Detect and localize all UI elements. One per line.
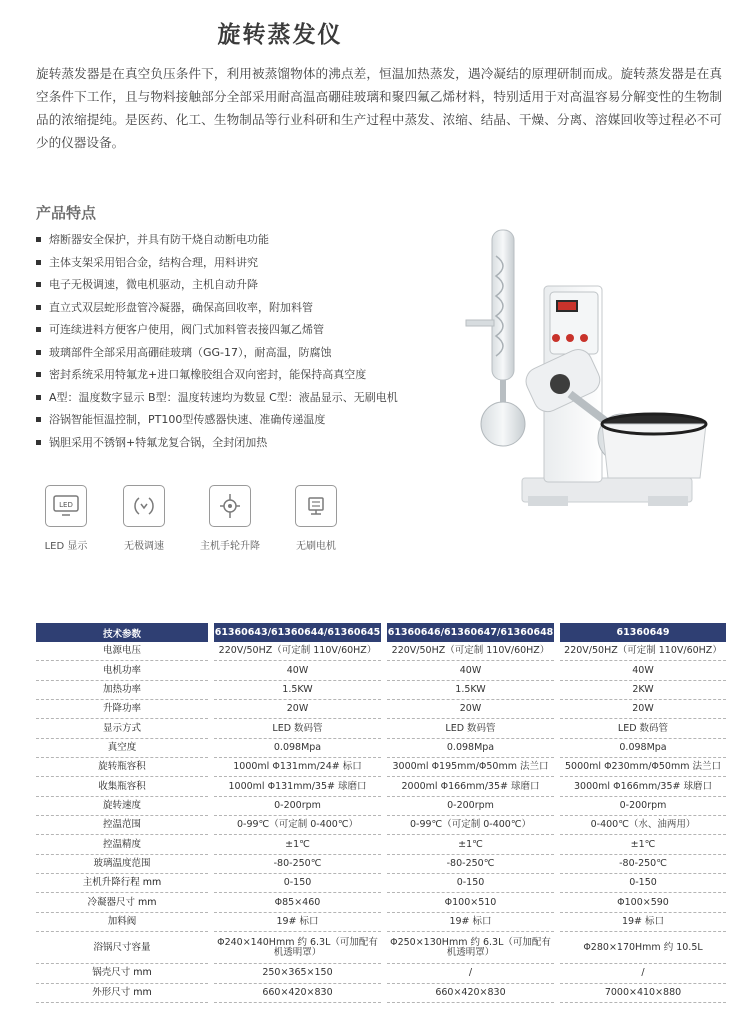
spec-label-cell: 玻璃温度范围 — [36, 855, 208, 874]
spec-value-cell: Φ240×140Hmm 约 6.3L（可加配有机透明罩） — [214, 932, 381, 964]
spec-label-cell: 主机升降行程 mm — [36, 874, 208, 893]
feature-item: 电子无极调速，微电机驱动，主机自动升降 — [36, 274, 446, 297]
feature-item: 锅胆采用不锈钢+特氟龙复合锅，全封闭加热 — [36, 432, 446, 455]
spec-value-cell: 19# 标口 — [560, 913, 726, 932]
spec-value-cell: 1.5KW — [214, 681, 381, 700]
table-row — [36, 835, 726, 854]
spec-value-cell: 0-200rpm — [387, 797, 554, 816]
bullet-icon — [36, 260, 41, 265]
spec-value-cell: 2000ml Φ166mm/35# 球磨口 — [387, 777, 554, 796]
stepless-speed-icon — [123, 485, 165, 527]
table-row — [36, 681, 726, 700]
features-list — [36, 229, 446, 454]
spec-value-cell: 7000×410×880 — [560, 984, 726, 1003]
icon-label-handwheel: 主机手轮升降 — [200, 541, 260, 552]
spec-value-cell: -80-250℃ — [214, 855, 381, 874]
spec-label-cell: 锅壳尺寸 mm — [36, 964, 208, 983]
spec-value-cell: 0-150 — [387, 874, 554, 893]
spec-label-cell: 控温范围 — [36, 816, 208, 835]
spec-label-cell: 旋转瓶容积 — [36, 758, 208, 777]
spec-value-cell: 19# 标口 — [214, 913, 381, 932]
spec-value-cell: / — [560, 964, 726, 983]
spec-value-cell: 0.098Mpa — [387, 739, 554, 758]
feature-icons — [36, 485, 346, 552]
bullet-icon — [36, 305, 41, 310]
spec-value-cell: Φ280×170Hmm 约 10.5L — [560, 932, 726, 964]
spec-label-cell: 收集瓶容积 — [36, 777, 208, 796]
spec-label-cell: 加料阀 — [36, 913, 208, 932]
spec-value-cell: 220V/50HZ（可定制 110V/60HZ） — [387, 642, 554, 661]
spec-value-cell: 0.098Mpa — [560, 739, 726, 758]
table-row — [36, 984, 726, 1003]
spec-label-cell: 电源电压 — [36, 642, 208, 661]
spec-label-cell: 升降功率 — [36, 700, 208, 719]
table-row — [36, 700, 726, 719]
table-row — [36, 758, 726, 777]
icon-item-speed — [114, 485, 174, 552]
spec-header: 61360643/61360644/61360645 — [214, 623, 381, 642]
spec-header: 61360649 — [560, 623, 726, 642]
table-row — [36, 893, 726, 912]
feature-item: 密封系统采用特氟龙+进口氟橡胶组合双向密封，能保持高真空度 — [36, 364, 446, 387]
bullet-icon — [36, 417, 41, 422]
spec-label-cell: 浴锅尺寸容量 — [36, 932, 208, 964]
spec-label-cell: 控温精度 — [36, 835, 208, 854]
spec-value-cell: ±1℃ — [560, 835, 726, 854]
table-row — [36, 816, 726, 835]
hand-wheel-lift-icon — [209, 485, 251, 527]
spec-value-cell: 20W — [387, 700, 554, 719]
rotary-evaporator-image — [462, 216, 722, 516]
table-row — [36, 964, 726, 983]
spec-label-cell: 显示方式 — [36, 719, 208, 738]
table-row — [36, 661, 726, 680]
spec-value-cell: 1000ml Φ131mm/35# 球磨口 — [214, 777, 381, 796]
spec-label-cell: 外形尺寸 mm — [36, 984, 208, 1003]
table-row — [36, 642, 726, 661]
spec-value-cell: 3000ml Φ166mm/35# 球磨口 — [560, 777, 726, 796]
spec-value-cell: 0-400℃（水、油两用） — [560, 816, 726, 835]
spec-value-cell: 0-200rpm — [560, 797, 726, 816]
spec-label-cell: 旋转速度 — [36, 797, 208, 816]
spec-value-cell: 0-200rpm — [214, 797, 381, 816]
spec-value-cell: 220V/50HZ（可定制 110V/60HZ） — [560, 642, 726, 661]
page-title: 旋转蒸发仪 — [217, 22, 343, 48]
spec-value-cell: 1.5KW — [387, 681, 554, 700]
spec-table — [30, 623, 732, 1003]
spec-value-cell: ±1℃ — [387, 835, 554, 854]
spec-header: 技术参数 — [36, 623, 208, 642]
spec-value-cell: 40W — [560, 661, 726, 680]
spec-label-cell: 冷凝器尺寸 mm — [36, 893, 208, 912]
spec-value-cell: 40W — [214, 661, 381, 680]
feature-item: 熔断器安全保护，并具有防干烧自动断电功能 — [36, 229, 446, 252]
bullet-icon — [36, 440, 41, 445]
bullet-icon — [36, 350, 41, 355]
spec-value-cell: -80-250℃ — [387, 855, 554, 874]
spec-value-cell: 5000ml Φ230mm/Φ50mm 法兰口 — [560, 758, 726, 777]
spec-header-row — [36, 623, 726, 642]
intro-paragraph: 旋转蒸发器是在真空负压条件下，利用被蒸馏物体的沸点差，恒温加热蒸发，遇冷凝结的原理研制而成。旋转蒸发器是在真空条件下工作，且与物料接触部分全部采用耐高温高硼硅玻璃和聚四氟乙烯材料，特别适用于对高温容易分解变性的生物制品的浓缩提纯。是医药、化工、生物制品等行业科研和生产过程中蒸发、浓缩、结晶、干燥、分离、溶媒回收等过程必不可少的仪器设备。 — [36, 66, 722, 150]
feature-item: A型：温度数字显示 B型：温度转速均为数显 C型：液晶显示、无刷电机 — [36, 387, 446, 410]
spec-label-cell: 加热功率 — [36, 681, 208, 700]
spec-body — [36, 642, 726, 1003]
spec-value-cell: 0.098Mpa — [214, 739, 381, 758]
spec-value-cell: ±1℃ — [214, 835, 381, 854]
led-icon — [45, 485, 87, 527]
spec-value-cell: 2KW — [560, 681, 726, 700]
spec-value-cell: 250×365×150 — [214, 964, 381, 983]
bullet-icon — [36, 372, 41, 377]
spec-value-cell: / — [387, 964, 554, 983]
spec-value-cell: Φ100×590 — [560, 893, 726, 912]
spec-value-cell: 20W — [214, 700, 381, 719]
spec-label-cell: 电机功率 — [36, 661, 208, 680]
icon-item-handwheel — [192, 485, 268, 552]
spec-value-cell: Φ250×130Hmm 约 6.3L（可加配有机透明罩） — [387, 932, 554, 964]
table-row — [36, 777, 726, 796]
table-row — [36, 874, 726, 893]
icon-label-speed: 无极调速 — [124, 541, 164, 552]
spec-value-cell: 0-150 — [214, 874, 381, 893]
bullet-icon — [36, 395, 41, 400]
table-row — [36, 932, 726, 964]
feature-item: 浴锅智能恒温控制，PT100型传感器快速、准确传递温度 — [36, 409, 446, 432]
spec-value-cell: LED 数码管 — [214, 719, 381, 738]
spec-value-cell: 0-99℃（可定制 0-400℃） — [387, 816, 554, 835]
bullet-icon — [36, 327, 41, 332]
spec-value-cell: LED 数码管 — [560, 719, 726, 738]
spec-value-cell: 3000ml Φ195mm/Φ50mm 法兰口 — [387, 758, 554, 777]
spec-value-cell: Φ100×510 — [387, 893, 554, 912]
icon-item-led — [36, 485, 96, 552]
icon-label-motor: 无刷电机 — [296, 541, 336, 552]
table-row — [36, 797, 726, 816]
spec-value-cell: -80-250℃ — [560, 855, 726, 874]
feature-item: 可连续进料方便客户使用，阀门式加料管表接四氟乙烯管 — [36, 319, 446, 342]
bullet-icon — [36, 237, 41, 242]
feature-item: 玻璃部件全部采用高硼硅玻璃（GG-17），耐高温，防腐蚀 — [36, 342, 446, 365]
spec-value-cell: 1000ml Φ131mm/24# 标口 — [214, 758, 381, 777]
icon-item-motor — [286, 485, 346, 552]
bullet-icon — [36, 282, 41, 287]
table-row — [36, 739, 726, 758]
spec-value-cell: LED 数码管 — [387, 719, 554, 738]
spec-value-cell: 0-99℃（可定制 0-400℃） — [214, 816, 381, 835]
spec-value-cell: 0-150 — [560, 874, 726, 893]
spec-label-cell: 真空度 — [36, 739, 208, 758]
table-row — [36, 913, 726, 932]
table-row — [36, 719, 726, 738]
spec-value-cell: 660×420×830 — [214, 984, 381, 1003]
spec-value-cell: 40W — [387, 661, 554, 680]
spec-value-cell: 220V/50HZ（可定制 110V/60HZ） — [214, 642, 381, 661]
feature-item: 主体支架采用铝合金，结构合理，用料讲究 — [36, 252, 446, 275]
spec-value-cell: Φ85×460 — [214, 893, 381, 912]
spec-header: 61360646/61360647/61360648 — [387, 623, 554, 642]
feature-item: 直立式双层蛇形盘管冷凝器，确保高回收率，附加料管 — [36, 297, 446, 320]
led-icon-text: LED — [59, 501, 73, 509]
features-title: 产品特点 — [36, 204, 97, 222]
brushless-motor-icon — [295, 485, 337, 527]
spec-value-cell: 660×420×830 — [387, 984, 554, 1003]
icon-label-led: LED 显示 — [44, 541, 88, 552]
spec-value-cell: 19# 标口 — [387, 913, 554, 932]
table-row — [36, 855, 726, 874]
spec-value-cell: 20W — [560, 700, 726, 719]
